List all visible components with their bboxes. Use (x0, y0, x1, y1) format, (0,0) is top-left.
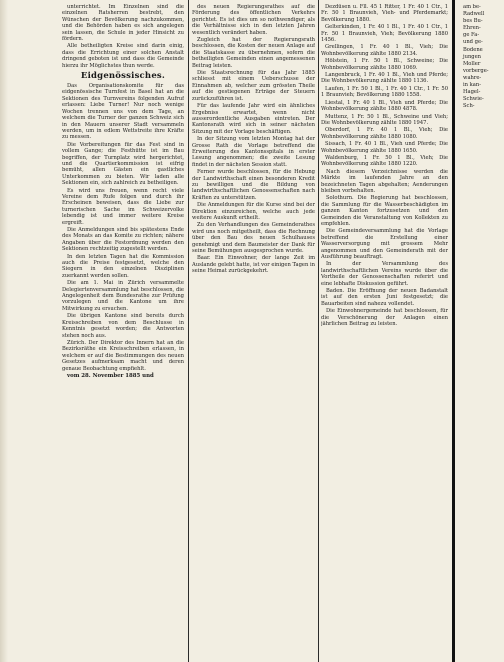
column-3 (321, 4, 448, 658)
paragraph: Die Gemeindeversammlung hat die Vorlage betreffend die Erstellung einer Wasserversorgung mit grossem Mehr angenommen und den Gemeinderath mit der Ausführung beauftragt. (321, 228, 448, 261)
paragraph: Die Staatsrechnung für das Jahr 1885 schliesst mit einem Ueberschusse der Einnahmen ab, welcher zum grössten Theile auf die gestiegenen Erträge der Steuern zurückzuführen ist. (192, 70, 315, 102)
line-fragment: wahre- (463, 74, 482, 81)
line-fragment: und ge- (463, 39, 483, 46)
market-entry: Grellingen, 1 Fr. 40 1 Bl., Vieh; Die Wohnbevölkerung zählte 1880 2134. (321, 44, 448, 57)
footer-date-line: vom 28. November 1885 und (67, 372, 154, 379)
paragraph: Die Anmeldungen sind bis spätestens Ende des Monats an das Komite zu richten; nähere Angaben über die Festordnung werden den Sektionen rechtzeitig zugestellt werden. (62, 227, 184, 253)
paragraph: In den letzten Tagen hat die Kommission auch die Preise festgesetzt, welche den Siegern in den einzelnen Disziplinen zuerkannt werden sollen. (62, 253, 184, 279)
market-entry: Waldenburg, 1 Fr. 50 1 Bl., Vieh; Die Wohnbevölkerung zählte 1880 1220. (321, 154, 448, 168)
paragraph: In der Versammlung des landwirthschaftlichen Vereins wurde über die Vortheile der Genossenschaften referirt und eine lebhafte Diskussion geführt. (321, 261, 448, 287)
paragraph: Baar. Ein Einwohner, der lange Zeit im Auslande gelebt hatte, ist vor einigen Tagen in seine Heimat zurückgekehrt. (192, 255, 315, 275)
column-2 (192, 4, 315, 658)
paragraph: Die am 1. Mai in Zürich versammelte Delegiertenversammlung hat beschlossen, die Angelegenheit dem Bundesrathe zur Prüfung vorzulegen und die Kantone um ihre Mitwirkung zu ersuchen. (62, 280, 184, 312)
line-fragment: in kan- (463, 82, 481, 89)
line-fragment: ge Fa- (463, 32, 480, 39)
line-fragment: Ehren- (463, 25, 481, 32)
paragraph: des neuen Regierungsrathes auf die Förderung des öffentlichen Verkehrs gerichtet. Es ist dies um so nothwendiger, als die Verhältnisse sich in den letzten Jahren wesentlich verändert haben. (192, 4, 315, 36)
paragraph: Ferner wurde beschlossen, für die Hebung der Landwirthschaft einen besonderen Kredit zu bewilligen und die Bildung von landwirthschaftlichen Genossenschaften nach Kräften zu unterstützen. (192, 169, 315, 201)
line-fragment: jungen (463, 53, 482, 60)
paragraph: Alle betheiligten Kreise sind darin einig, dass die Errichtung einer solchen Anstalt dringend geboten ist und dass die Gemeinde hierzu ihr Möglichstes thun werde. (62, 43, 184, 69)
paragraph: Nach diesem Verzeichnisse werden die Märkte im laufenden Jahre an den bezeichneten Tagen abgehalten; Aenderungen bleiben vorbehalten. (321, 168, 448, 194)
paragraph: Baden. Die Eröffnung der neuen Badanstalt ist auf den ersten Juni festgesetzt; die Bauarbeiten sind nahezu vollendet. (321, 288, 448, 307)
paragraph: Solothurn. Die Regierung hat beschlossen, die Sammlung für die Wasserbeschädigten im ganzen Kanton fortzusetzen und den Gemeinden die Veranstaltung von Kollekten zu empfehlen. (321, 195, 448, 227)
column-1 (62, 4, 184, 658)
line-fragment: Sch- (463, 103, 475, 110)
line-fragment: Hagel- (463, 89, 481, 96)
paragraph: Zugleich hat der Regierungsrath beschlossen, die Kosten der neuen Anlage auf die Staatskasse zu übernehmen, sofern die betheiligten Gemeinden einen angemessenen Beitrag leisten. (192, 37, 315, 69)
column-rule-1 (188, 0, 189, 662)
paragraph: Die Einwohnergemeinde hat beschlossen, für die Verschönerung der Anlagen einen jährlichen Beitrag zu leisten. (321, 308, 448, 328)
paragraph: In der Sitzung vom letzten Montag hat der Grosse Rath die Vorlage betreffend die Erweiterung des Kantonsspitals in erster Lesung angenommen; die zweite Lesung findet in der nächsten Session statt. (192, 136, 315, 168)
market-entry: Langenbruck, 1 Fr. 40 1 Bl., Vieh und Pferde; Die Wohnbevölkerung zählte 1880 1136. (321, 72, 448, 85)
market-entry: Oberdorf, 1 Fr. 40 1 Bl., Vieh; Die Wohnbevölkerung zählte 1880 1080. (321, 127, 448, 140)
paragraph: Das Organisationskomite für das eidgenössische Turnfest in Basel hat an die Sektionen des Turnvereins folgenden Aufruf erlassen: Liebe Turner! Nur noch wenige Wochen trennen uns von dem Tage, an welchem die Turner der ganzen Schweiz sich in den Mauern unserer Stadt versammeln werden, um in edlem Wettstreite ihre Kräfte zu messen. (62, 83, 184, 141)
line-fragment: Radwell (463, 11, 485, 18)
market-entry: Sissach, 1 Fr. 40 1 Bl., Vieh und Pferde; Die Wohnbevölkerung zählte 1880 1650. (321, 141, 448, 154)
column-rule-2 (318, 0, 319, 662)
line-fragment: Moller (463, 60, 481, 67)
market-entry: Gelterkinden, 1 Fr. 40 1 Bl., 1 Fr. 40 1 Ctr., 1 Fr. 50 1 Braunvieh, Vieh; Bevölkerung 1880 1456. (321, 24, 448, 44)
market-entry: Liestal, 1 Fr. 40 1 Bl., Vieh und Pferde; Die Wohnbevölkerung zählte 1880 4878. (321, 99, 448, 113)
market-entry: Laufen, 1 Fr. 50 1 Bl., 1 Fr. 40 1 Ctr., 1 Fr. 50 1 Braunvieh; Bevölkerung 1880 1558. (321, 85, 448, 99)
paragraph: Zu den Verhandlungen des Gemeinderathes wird uns noch mitgetheilt, dass die Rechnung über den Bau des neuen Schulhauses genehmigt und dem Baumeister der Dank für seine Bemühungen ausgesprochen wurde. (192, 222, 315, 255)
paragraph: Die Vorbereitungen für das Fest sind in vollem Gange; die Festhütte ist im Bau begriffen, der Turnplatz wird hergerichtet, und die Quartierkommission ist eifrig bemüht, allen Gästen ein gastliches Unterkommen zu bieten. Wir laden alle Sektionen ein, sich zahlreich zu betheiligen. (62, 141, 184, 187)
paragraph: Für das laufende Jahr wird ein ähnliches Ergebniss erwartet, wenn nicht ausserordentliche Ausgaben eintreten. Der Kantonsrath wird sich in seiner nächsten Sitzung mit der Vorlage beschäftigen. (192, 103, 315, 135)
market-entry: Dezdüsen u. Fll. 45 1 Ritter, 1 Fr. 40 1 Ctr., 1 Fr. 50 1 Braunvieh, Vieh- und Pferdemarkt; Bevölkerung 1880. (321, 4, 448, 23)
column-rule-3 (452, 0, 455, 662)
line-fragment: vorberge- (463, 67, 489, 74)
line-fragment: bes Bu- (463, 18, 483, 25)
page-edge-shadow (0, 0, 8, 662)
paragraph: Zürich. Der Direktor des Innern hat an die Bezirksräthe ein Kreisschreiben erlassen, in welchem er auf die Bestimmungen des neuen Gesetzes aufmerksam macht und deren genaue Beobachtung empfiehlt. (62, 339, 184, 372)
line-fragment: am be- (463, 4, 481, 10)
market-entry: Muttenz, 1 Fr. 50 1 Bl., Schweine und Vieh; Die Wohnbevölkerung zählte 1880 1947. (321, 113, 448, 126)
paragraph: Die Anmeldungen für die Kurse sind bei der Direktion einzureichen, welche auch jede weitere Auskunft ertheilt. (192, 202, 315, 221)
line-fragment: Bodene (463, 46, 483, 53)
column-4-partial (458, 4, 504, 658)
market-entry: Hölstein, 1 Fr. 50 1 Bl., Schweine; Die Wohnbevölkerung zählte 1880 1069. (321, 58, 448, 71)
section-headline: Eidgenössisches. (80, 71, 166, 82)
paragraph: Es wird uns freuen, wenn recht viele Vereine dem Rufe folgen und durch ihr Erscheinen beweisen, dass die Liebe zur turnerischen Sache im Schweizervolke lebendig ist und immer weitere Kreise ergreift. (62, 187, 184, 226)
paragraph: unterrichtet. Im Einzelnen sind die einzelnen Ratsherren bestrebt, den Wünschen der Bevölkerung nachzukommen, und die Behörden haben es sich angelegen sein lassen, die Schule in jeder Hinsicht zu fördern. (62, 4, 184, 43)
paragraph: Die übrigen Kantone sind bereits durch Kreisschreiben von dem Beschlusse in Kenntnis gesetzt worden; die Antworten stehen noch aus. (62, 313, 184, 339)
line-fragment: Schwie- (463, 96, 484, 103)
